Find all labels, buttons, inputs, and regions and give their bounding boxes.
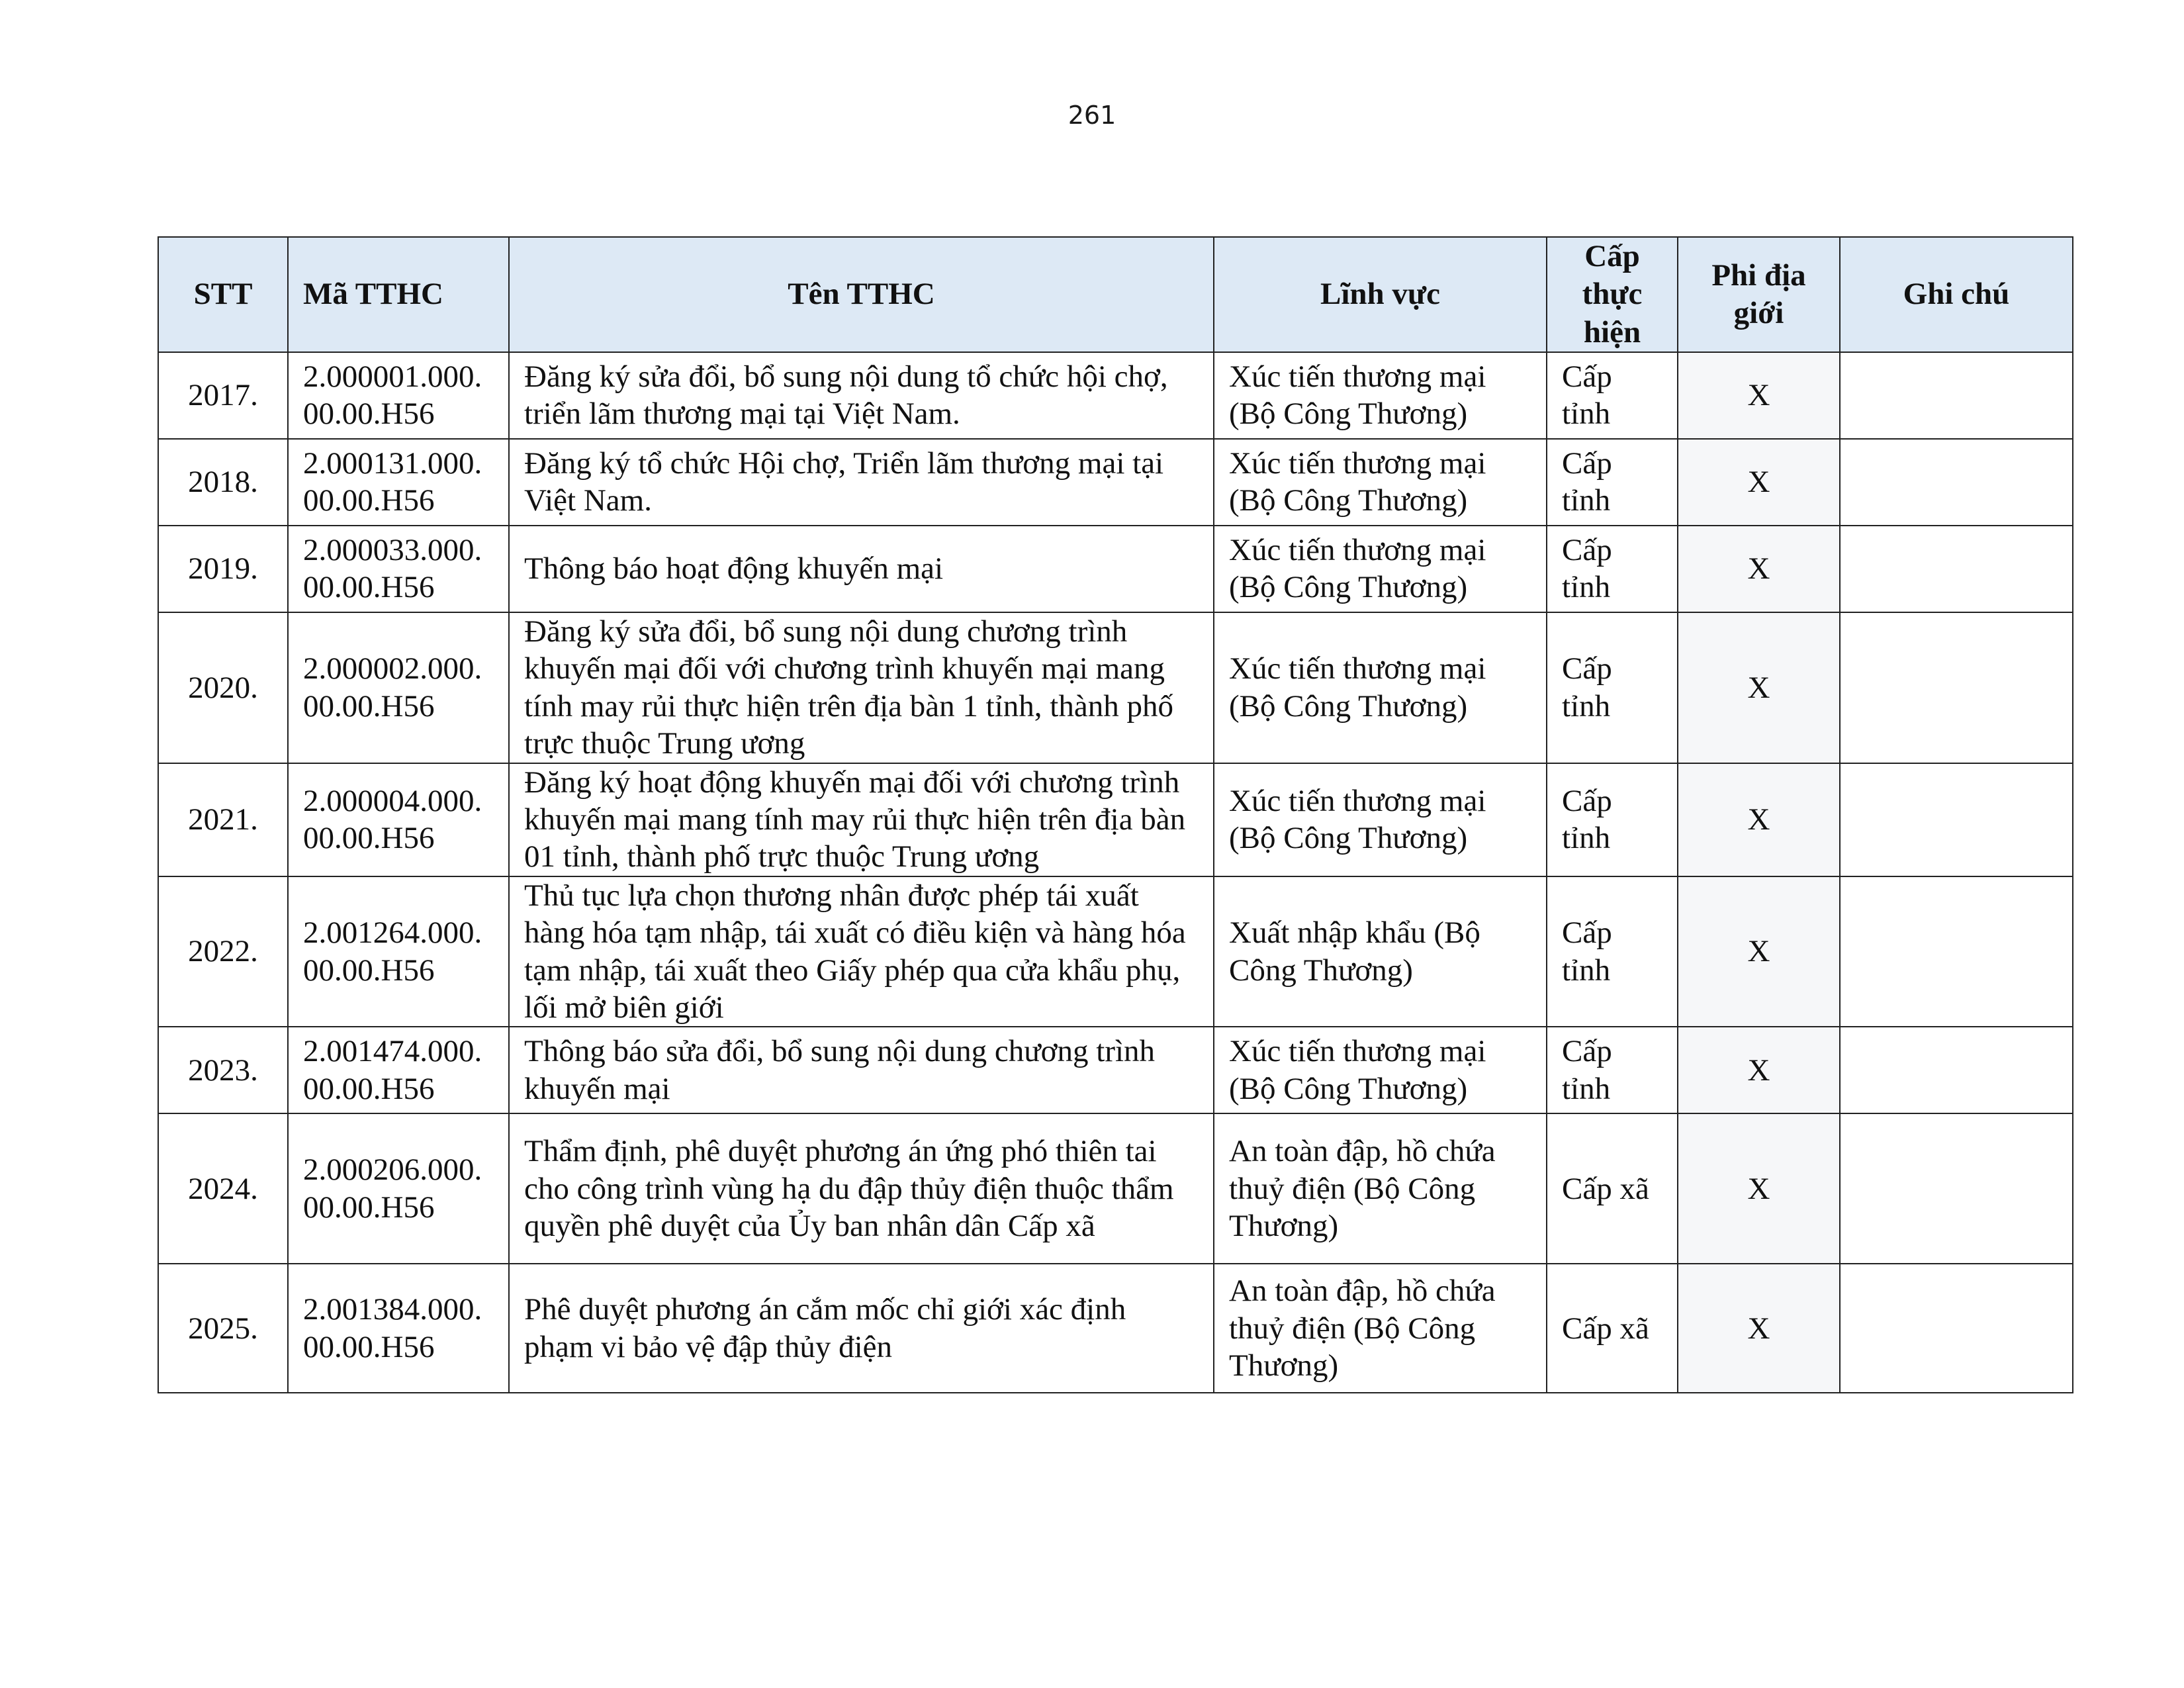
cell-cap-thuc-hien: Cấp tỉnh — [1547, 1027, 1678, 1113]
header-ghi-chu: Ghi chú — [1840, 237, 2073, 352]
table-row — [158, 1027, 2073, 1113]
table-row — [158, 876, 2073, 1027]
cell-linh-vuc: Xúc tiến thương mại (Bộ Công Thương) — [1214, 763, 1547, 876]
cell-stt: 2025. — [158, 1264, 288, 1393]
header-linh-vuc: Lĩnh vực — [1214, 237, 1547, 352]
table-row — [158, 1264, 2073, 1393]
cell-cap-thuc-hien: Cấp tỉnh — [1547, 439, 1678, 526]
cell-cap-thuc-hien: Cấp tỉnh — [1547, 876, 1678, 1027]
cell-ma-tthc: 2.000004.000.00.00.H56 — [288, 763, 509, 876]
cell-ma-tthc: 2.000131.000.00.00.H56 — [288, 439, 509, 526]
cell-phi-dia-gioi: X — [1678, 439, 1840, 526]
cell-linh-vuc: An toàn đập, hồ chứa thuỷ điện (Bộ Công Thương) — [1214, 1264, 1547, 1393]
table-header-row — [158, 237, 2073, 352]
header-stt: STT — [158, 237, 288, 352]
cell-cap-thuc-hien: Cấp xã — [1547, 1264, 1678, 1393]
cell-phi-dia-gioi: X — [1678, 1264, 1840, 1393]
header-ma-tthc: Mã TTHC — [288, 237, 509, 352]
cell-stt: 2021. — [158, 763, 288, 876]
cell-cap-thuc-hien: Cấp xã — [1547, 1113, 1678, 1264]
cell-ma-tthc: 2.001264.000.00.00.H56 — [288, 876, 509, 1027]
cell-stt: 2018. — [158, 439, 288, 526]
cell-ghi-chu — [1840, 1113, 2073, 1264]
cell-cap-thuc-hien: Cấp tỉnh — [1547, 352, 1678, 439]
cell-ghi-chu — [1840, 352, 2073, 439]
cell-ten-tthc: Đăng ký hoạt động khuyến mại đối với chương trình khuyến mại mang tính may rủi thực hiện trên địa bàn 01 tỉnh, thành phố trực thuộc Trung ương — [509, 763, 1214, 876]
cell-ten-tthc: Đăng ký sửa đổi, bổ sung nội dung tổ chức hội chợ, triển lãm thương mại tại Việt Nam. — [509, 352, 1214, 439]
cell-phi-dia-gioi: X — [1678, 1113, 1840, 1264]
cell-linh-vuc: Xúc tiến thương mại (Bộ Công Thương) — [1214, 352, 1547, 439]
cell-ghi-chu — [1840, 876, 2073, 1027]
cell-ten-tthc: Thông báo hoạt động khuyến mại — [509, 526, 1214, 612]
cell-phi-dia-gioi: X — [1678, 1027, 1840, 1113]
cell-ma-tthc: 2.000206.000.00.00.H56 — [288, 1113, 509, 1264]
cell-linh-vuc: Xúc tiến thương mại (Bộ Công Thương) — [1214, 1027, 1547, 1113]
cell-ma-tthc: 2.000001.000.00.00.H56 — [288, 352, 509, 439]
cell-linh-vuc: Xúc tiến thương mại (Bộ Công Thương) — [1214, 439, 1547, 526]
cell-ma-tthc: 2.001474.000.00.00.H56 — [288, 1027, 509, 1113]
cell-phi-dia-gioi: X — [1678, 763, 1840, 876]
cell-phi-dia-gioi: X — [1678, 876, 1840, 1027]
cell-cap-thuc-hien: Cấp tỉnh — [1547, 526, 1678, 612]
cell-linh-vuc: An toàn đập, hồ chứa thuỷ điện (Bộ Công Thương) — [1214, 1113, 1547, 1264]
cell-ten-tthc: Đăng ký tổ chức Hội chợ, Triển lãm thương mại tại Việt Nam. — [509, 439, 1214, 526]
cell-ghi-chu — [1840, 612, 2073, 763]
table-row — [158, 352, 2073, 439]
header-cap-thuc-hien: Cấp thực hiện — [1547, 237, 1678, 352]
cell-ten-tthc: Thẩm định, phê duyệt phương án ứng phó thiên tai cho công trình vùng hạ du đập thủy điện thuộc thẩm quyền phê duyệt của Ủy ban nhân dân Cấp xã — [509, 1113, 1214, 1264]
cell-ma-tthc: 2.001384.000.00.00.H56 — [288, 1264, 509, 1393]
header-phi-dia-gioi: Phi địa giới — [1678, 237, 1840, 352]
cell-ghi-chu — [1840, 763, 2073, 876]
cell-stt: 2022. — [158, 876, 288, 1027]
cell-phi-dia-gioi: X — [1678, 526, 1840, 612]
cell-ten-tthc: Phê duyệt phương án cắm mốc chỉ giới xác định phạm vi bảo vệ đập thủy điện — [509, 1264, 1214, 1393]
cell-ten-tthc: Thủ tục lựa chọn thương nhân được phép tái xuất hàng hóa tạm nhập, tái xuất có điều kiện và hàng hóa tạm nhập, tái xuất theo Giấy phép qua cửa khẩu phụ, lối mở biên giới — [509, 876, 1214, 1027]
cell-ghi-chu — [1840, 1027, 2073, 1113]
cell-phi-dia-gioi: X — [1678, 352, 1840, 439]
header-ten-tthc: Tên TTHC — [509, 237, 1214, 352]
cell-stt: 2020. — [158, 612, 288, 763]
table-row — [158, 612, 2073, 763]
cell-ghi-chu — [1840, 439, 2073, 526]
cell-stt: 2019. — [158, 526, 288, 612]
cell-phi-dia-gioi: X — [1678, 612, 1840, 763]
cell-ghi-chu — [1840, 1264, 2073, 1393]
table-row — [158, 763, 2073, 876]
cell-ma-tthc: 2.000002.000.00.00.H56 — [288, 612, 509, 763]
procedures-table — [158, 236, 2073, 1393]
cell-cap-thuc-hien: Cấp tỉnh — [1547, 763, 1678, 876]
cell-stt: 2024. — [158, 1113, 288, 1264]
page-number: 261 — [1068, 101, 1116, 130]
cell-ten-tthc: Đăng ký sửa đổi, bổ sung nội dung chương trình khuyến mại đối với chương trình khuyến mại mang tính may rủi thực hiện trên địa bàn 1 tỉnh, thành phố trực thuộc Trung ương — [509, 612, 1214, 763]
cell-cap-thuc-hien: Cấp tỉnh — [1547, 612, 1678, 763]
cell-ma-tthc: 2.000033.000.00.00.H56 — [288, 526, 509, 612]
cell-ghi-chu — [1840, 526, 2073, 612]
table-row — [158, 526, 2073, 612]
table-row — [158, 439, 2073, 526]
cell-linh-vuc: Xúc tiến thương mại (Bộ Công Thương) — [1214, 612, 1547, 763]
table-row — [158, 1113, 2073, 1264]
cell-stt: 2017. — [158, 352, 288, 439]
cell-linh-vuc: Xuất nhập khẩu (Bộ Công Thương) — [1214, 876, 1547, 1027]
cell-linh-vuc: Xúc tiến thương mại (Bộ Công Thương) — [1214, 526, 1547, 612]
cell-ten-tthc: Thông báo sửa đổi, bổ sung nội dung chương trình khuyến mại — [509, 1027, 1214, 1113]
cell-stt: 2023. — [158, 1027, 288, 1113]
